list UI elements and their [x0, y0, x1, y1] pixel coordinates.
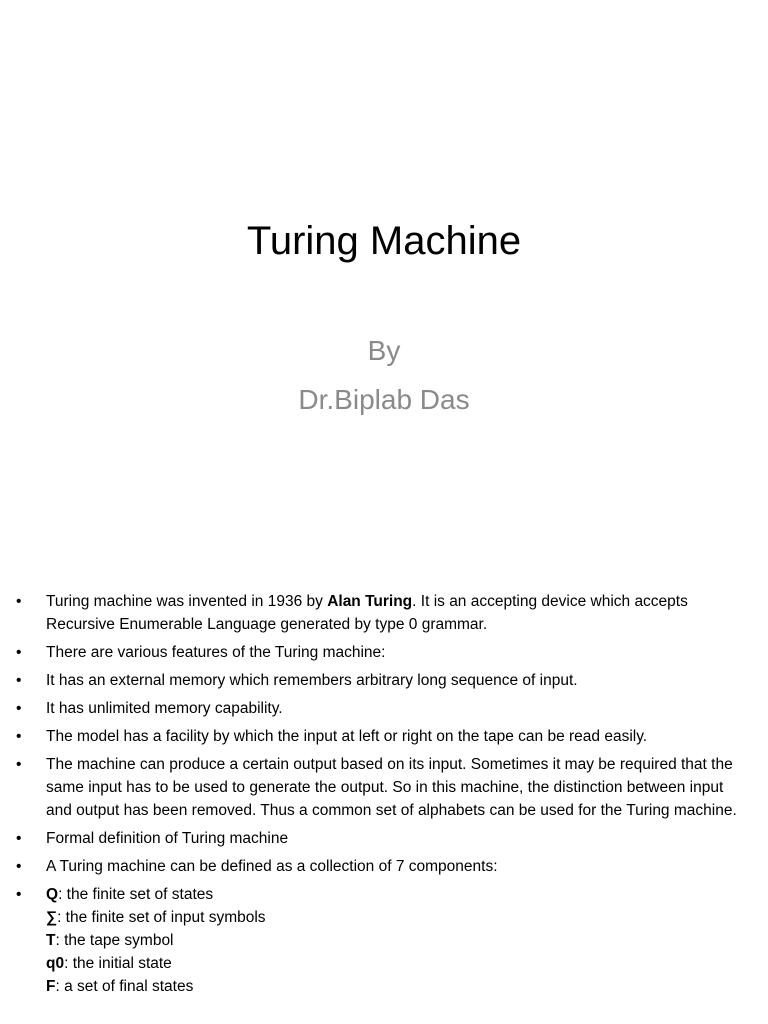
bullet-icon: •: [16, 830, 22, 847]
subtitle-author: Dr.Biplab Das: [298, 384, 470, 415]
bullet-item: [14, 855, 744, 878]
component-symbol: Q: [46, 886, 59, 903]
component-desc: : the finite set of input symbols: [57, 909, 266, 926]
component-symbol: ∑: [46, 909, 58, 926]
component-desc: : the tape symbol: [55, 932, 174, 949]
bullet-icon: •: [16, 593, 22, 610]
bullet-text: The machine can produce a certain output based on its input. Sometimes it may be required that the same input has to be used to generate the output. So in this machine, the distinction between input and output has been removed. Thus a common set of alphabets can be used for the Turing machine.: [46, 756, 737, 819]
component-line: [46, 906, 744, 929]
bullet-icon: •: [16, 756, 22, 773]
bullet-item: [14, 697, 744, 720]
bullet-item: [14, 827, 744, 850]
bullet-text: There are various features of the Turing machine:: [46, 644, 386, 661]
bullet-icon: •: [16, 644, 22, 661]
bullet-item: [14, 641, 744, 664]
content-slide: [0, 576, 768, 1024]
component-line: [46, 929, 744, 952]
bullet-text: Formal definition of Turing machine: [46, 830, 289, 847]
bullet-icon: •: [16, 886, 22, 903]
bullet-icon: •: [16, 700, 22, 717]
bullet-icon: •: [16, 728, 22, 745]
bullet-item: [14, 725, 744, 748]
component-desc: : the initial state: [64, 955, 172, 972]
bullet-text: Turing machine was invented in 1936 by: [46, 593, 328, 610]
bullet-text: A Turing machine can be defined as a collection of 7 components:: [46, 858, 498, 875]
bullet-text: It has unlimited memory capability.: [46, 700, 283, 717]
component-symbol: F: [46, 978, 56, 995]
bullet-item: [14, 590, 744, 636]
bullet-list: [14, 590, 744, 1003]
bullet-icon: •: [16, 858, 22, 875]
bullet-text: The model has a facility by which the input at left or right on the tape can be read easily.: [46, 728, 648, 745]
component-line: [46, 975, 744, 998]
component-desc: : the finite set of states: [58, 886, 214, 903]
slide-title: Turing Machine: [246, 219, 522, 263]
bullet-text: It has an external memory which remembers arbitrary long sequence of input.: [46, 672, 578, 689]
component-symbol: T: [46, 932, 56, 949]
bullet-item-components: [14, 883, 744, 998]
component-line: [46, 952, 744, 975]
bullet-bold-text: Alan Turing: [327, 593, 413, 610]
bullet-icon: •: [16, 672, 22, 689]
component-symbol: q0: [46, 955, 65, 972]
component-desc: : a set of final states: [55, 978, 194, 995]
bullet-item: [14, 753, 744, 822]
component-line: [46, 883, 744, 906]
bullet-item: [14, 669, 744, 692]
subtitle-by: By: [367, 335, 401, 366]
bullet-text: . It is an accepting device which accepts Recursive Enumerable Language generated by type 0 grammar.: [46, 593, 688, 633]
